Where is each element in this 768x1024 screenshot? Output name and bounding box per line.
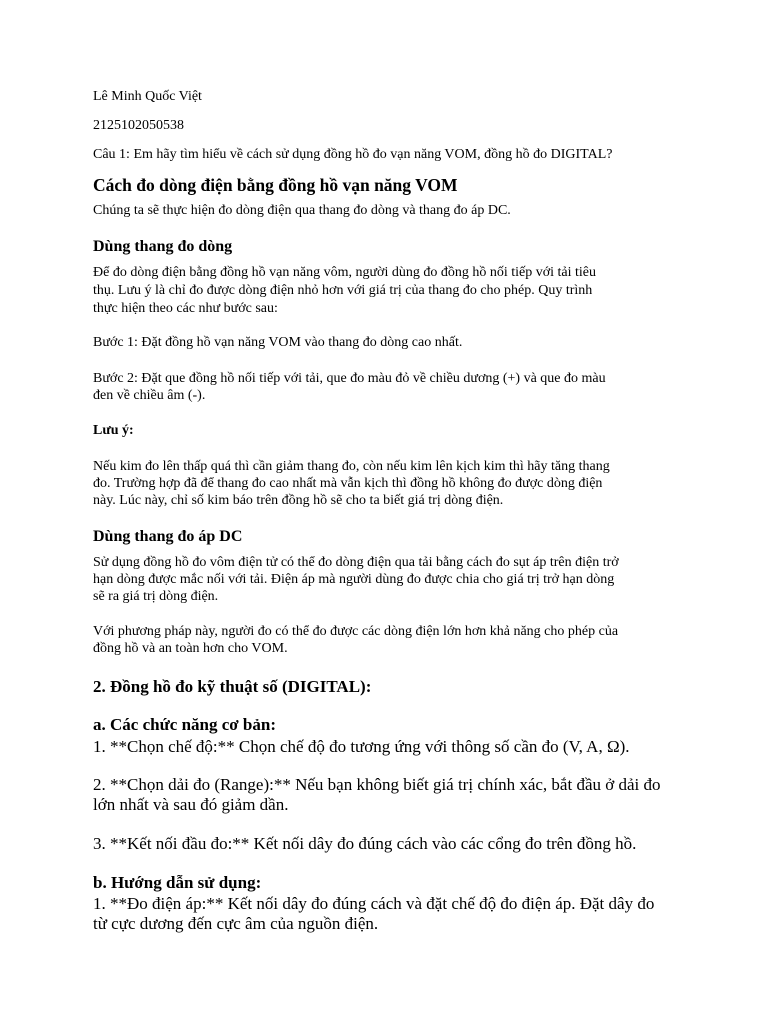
voltage-para2-line: Với phương pháp này, người đo có thể đo được các dòng điện lớn hơn khả năng cho phép của bbox=[93, 624, 619, 639]
student-id: 2125102050538 bbox=[93, 118, 184, 133]
function-item-3: 3. **Kết nối đầu đo:** Kết nối dây đo đúng cách vào các cổng đo trên đồng hồ. bbox=[93, 834, 637, 853]
usage-item-1-line: 1. **Đo điện áp:** Kết nối dây đo đúng cách và đặt chế độ đo điện áp. Đặt dây đo bbox=[93, 894, 655, 913]
function-item-2-line: lớn nhất và sau đó giảm dần. bbox=[93, 795, 289, 814]
note-line: Nếu kim đo lên thấp quá thì cần giảm thang đo, còn nếu kim lên kịch kim thì hãy tăng thang bbox=[93, 459, 610, 474]
section1-intro: Chúng ta sẽ thực hiện đo dòng điện qua thang đo dòng và thang đo áp DC. bbox=[93, 203, 511, 218]
section2-heading: 2. Đồng hồ đo kỹ thuật số (DIGITAL): bbox=[93, 677, 372, 696]
note-line: đo. Trường hợp đã để thang đo cao nhất mà vẫn kịch thì đồng hồ không đo được dòng điện bbox=[93, 476, 603, 491]
note-line: này. Lúc này, chỉ số kim báo trên đồng hồ sẽ cho ta biết giá trị dòng điện. bbox=[93, 493, 504, 508]
function-item-1: 1. **Chọn chế độ:** Chọn chế độ đo tương ứng với thông số cần đo (V, A, Ω). bbox=[93, 737, 630, 756]
question-text: Câu 1: Em hãy tìm hiểu về cách sử dụng đồng hồ đo vạn năng VOM, đồng hồ đo DIGITAL? bbox=[93, 147, 613, 162]
step-2-line: đen về chiều âm (-). bbox=[93, 388, 206, 403]
step-1: Bước 1: Đặt đồng hồ vạn năng VOM vào thang đo dòng cao nhất. bbox=[93, 335, 463, 350]
author-name: Lê Minh Quốc Việt bbox=[93, 89, 202, 104]
basic-functions-heading: a. Các chức năng cơ bản: bbox=[93, 715, 277, 734]
usage-guide-heading: b. Hướng dẫn sử dụng: bbox=[93, 873, 262, 892]
voltage-para-line: sẽ ra giá trị dòng điện. bbox=[93, 589, 219, 604]
step-2-line: Bước 2: Đặt que đồng hồ nối tiếp với tải, que đo màu đỏ về chiều dương (+) và que đo màu bbox=[93, 371, 606, 386]
voltage-para-line: Sử dụng đồng hồ đo vôm điện tử có thể đo dòng điện qua tải bằng cách đo sụt áp trên điện trở bbox=[93, 555, 619, 570]
note-label: Lưu ý: bbox=[93, 423, 134, 438]
voltage-para-line: hạn dòng được mắc nối với tải. Điện áp mà người dùng đo được chia cho giá trị trở hạn dòng bbox=[93, 572, 615, 587]
usage-item-1-line: từ cực dương đến cực âm của nguồn điện. bbox=[93, 914, 379, 933]
current-para-line: thụ. Lưu ý là chỉ đo được dòng điện nhỏ hơn với giá trị của thang đo cho phép. Quy trình bbox=[93, 283, 593, 298]
voltage-range-heading: Dùng thang đo áp DC bbox=[93, 528, 243, 545]
section1-heading: Cách đo dòng điện bằng đồng hồ vạn năng VOM bbox=[93, 175, 458, 195]
current-range-heading: Dùng thang đo dòng bbox=[93, 238, 233, 255]
voltage-para2-line: đồng hồ và an toàn hơn cho VOM. bbox=[93, 641, 288, 656]
current-para-line: thực hiện theo các như bước sau: bbox=[93, 301, 278, 316]
current-para-line: Để đo dòng điện bằng đồng hồ vạn năng vôm, người dùng đo đồng hồ nối tiếp với tải tiêu bbox=[93, 265, 597, 280]
function-item-2-line: 2. **Chọn dải đo (Range):** Nếu bạn không biết giá trị chính xác, bắt đầu ở dải đo bbox=[93, 775, 661, 794]
